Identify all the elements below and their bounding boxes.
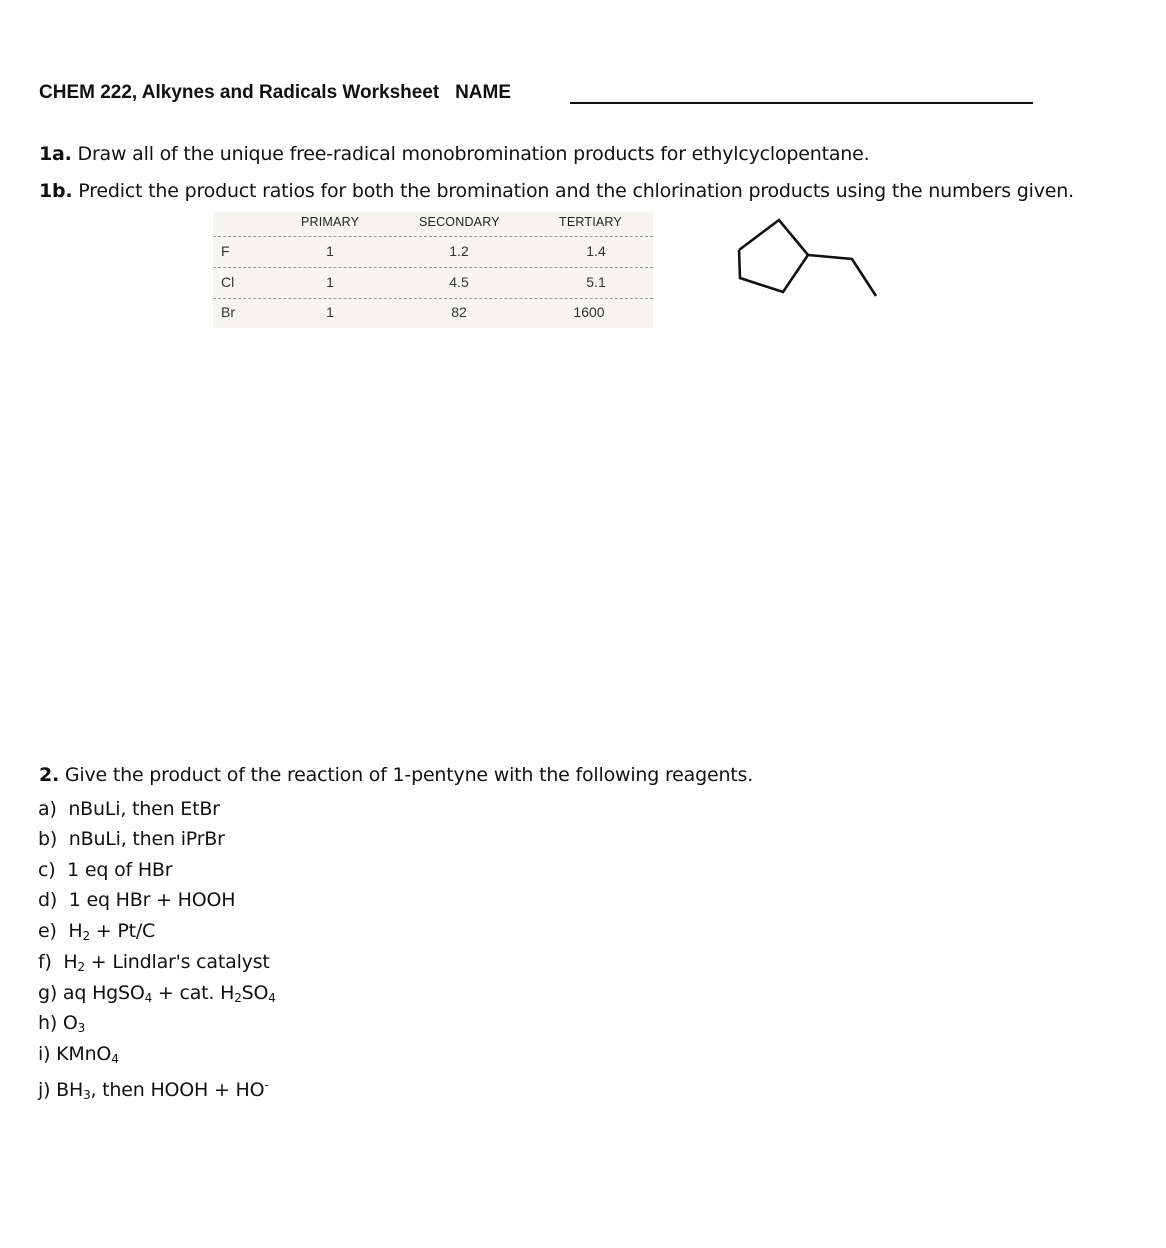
name-blank-line[interactable] bbox=[570, 102, 1033, 104]
question-1a-number: 1a. bbox=[39, 143, 72, 165]
reagent-letter: i) bbox=[38, 1043, 51, 1065]
reagent-item: h) $O_3$ bbox=[38, 1012, 86, 1035]
title-text: CHEM 222, Alkynes and Radicals Worksheet bbox=[39, 82, 440, 103]
ethylcyclopentane-skeletal-icon bbox=[730, 215, 890, 305]
col-header-primary: PRIMARY bbox=[301, 215, 360, 229]
reagent-item: b) nBuLi, then iPrBr bbox=[38, 828, 225, 850]
cell-f-tertiary: 1.4 bbox=[586, 243, 606, 259]
reagent-letter: j) bbox=[38, 1079, 51, 1101]
table-divider bbox=[213, 298, 653, 299]
question-1b bbox=[39, 180, 1074, 202]
cell-cl-secondary: 4.5 bbox=[449, 274, 469, 290]
table-divider bbox=[213, 236, 653, 237]
col-header-tertiary: TERTIARY bbox=[559, 215, 622, 229]
reagent-item: j) $BH_3$, then HOOH + HO- bbox=[38, 1078, 269, 1102]
reagent-item: a) nBuLi, then EtBr bbox=[38, 798, 220, 820]
table-divider bbox=[213, 267, 653, 268]
cell-br-tertiary: 1600 bbox=[573, 304, 605, 320]
question-1a-text: Draw all of the unique free-radical monobromination products for ethylcyclopentane. bbox=[77, 143, 870, 165]
question-2-text: Give the product of the reaction of 1-pentyne with the following reagents. bbox=[64, 764, 754, 786]
cell-f-secondary: 1.2 bbox=[449, 243, 469, 259]
cell-cl-primary: 1 bbox=[326, 274, 334, 290]
question-2 bbox=[39, 764, 753, 786]
col-header-secondary: SECONDARY bbox=[419, 215, 500, 229]
reagent-letter: e) bbox=[38, 920, 57, 942]
row-label-cl: Cl bbox=[221, 274, 235, 290]
question-2-number: 2. bbox=[39, 764, 60, 786]
reagent-letter: h) bbox=[38, 1012, 58, 1034]
reagent-item: c) 1 eq of HBr bbox=[38, 859, 173, 881]
name-label: NAME bbox=[455, 82, 512, 103]
reagent-letter: f) bbox=[38, 951, 52, 973]
reagent-letter: d) bbox=[38, 889, 58, 911]
cell-br-secondary: 82 bbox=[451, 304, 467, 320]
row-label-br: Br bbox=[221, 304, 235, 320]
reagent-letter: a) bbox=[38, 798, 57, 820]
question-1b-text: Predict the product ratios for both the bromination and the chlorination products using the numbers given. bbox=[78, 180, 1074, 202]
cell-cl-tertiary: 5.1 bbox=[586, 274, 606, 290]
reagent-item: d) 1 eq HBr + HOOH bbox=[38, 889, 236, 911]
cell-f-primary: 1 bbox=[326, 243, 334, 259]
question-1b-number: 1b. bbox=[39, 180, 73, 202]
reagent-item: g) aq HgSO$_4$ + cat. $H_2SO_4$ bbox=[38, 982, 276, 1005]
reagent-item: e) $H_2 + Pt/C$ bbox=[38, 920, 156, 943]
reagent-letter: c) bbox=[38, 859, 56, 881]
row-label-f: F bbox=[221, 243, 230, 259]
reagent-letter: g) bbox=[38, 982, 58, 1004]
cell-br-primary: 1 bbox=[326, 304, 334, 320]
reagent-item: f) $H_2$ + Lindlar's catalyst bbox=[38, 951, 270, 974]
reagent-item: i) KMnO$_4$ bbox=[38, 1043, 119, 1066]
reagent-letter: b) bbox=[38, 828, 58, 850]
question-1a bbox=[39, 143, 869, 165]
worksheet-title bbox=[39, 82, 511, 104]
selectivity-table bbox=[213, 212, 653, 328]
